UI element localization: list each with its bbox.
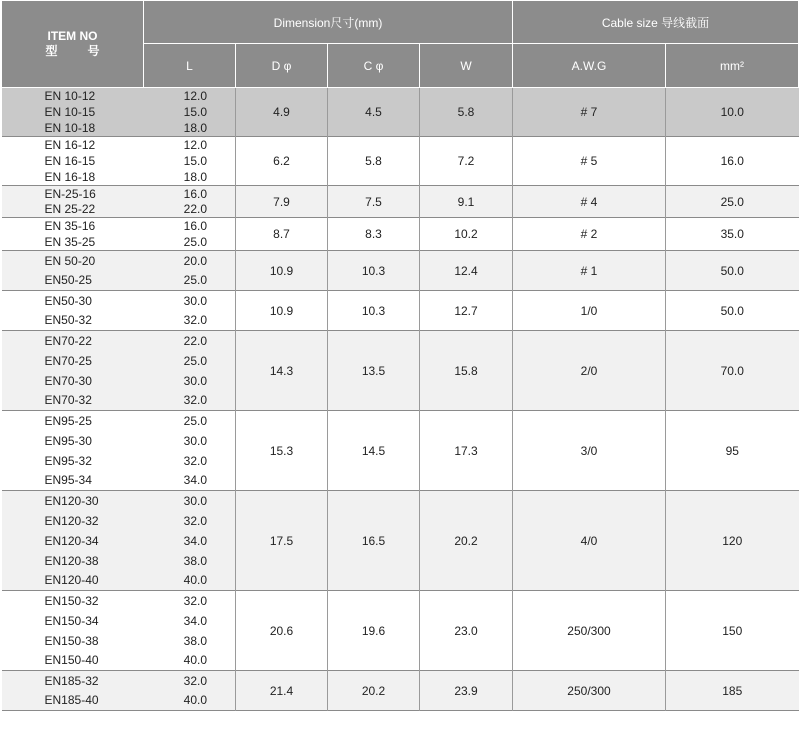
item-no-cell: EN 16-18 <box>2 169 144 186</box>
col-c-header: C φ <box>328 44 420 88</box>
mm2-cell: 185 <box>666 671 799 711</box>
w-cell: 10.2 <box>420 218 513 251</box>
length-cell: 38.0 <box>144 631 236 651</box>
mm2-cell: 10.0 <box>666 88 799 137</box>
item-no-cell: EN70-22 <box>2 331 144 351</box>
length-cell: 22.0 <box>144 202 236 218</box>
mm2-cell: 50.0 <box>666 251 799 291</box>
length-cell: 32.0 <box>144 311 236 331</box>
length-cell: 25.0 <box>144 411 236 431</box>
col-l-header: L <box>144 44 236 88</box>
c-phi-cell: 16.5 <box>328 491 420 591</box>
table-row <box>2 186 799 202</box>
item-no-cell: EN95-25 <box>2 411 144 431</box>
col-d-header: D φ <box>236 44 328 88</box>
item-no-cell: EN95-34 <box>2 471 144 491</box>
table-row <box>2 291 799 311</box>
item-no-cell: EN120-38 <box>2 551 144 571</box>
spec-table <box>1 0 799 711</box>
item-no-cell: EN120-32 <box>2 511 144 531</box>
length-cell: 25.0 <box>144 271 236 291</box>
item-no-cell: EN95-32 <box>2 451 144 471</box>
awg-cell: 2/0 <box>513 331 666 411</box>
item-no-cell: EN 25-22 <box>2 202 144 218</box>
c-phi-cell: 5.8 <box>328 137 420 186</box>
mm2-cell: 50.0 <box>666 291 799 331</box>
item-no-cell: EN 10-12 <box>2 88 144 104</box>
length-cell: 12.0 <box>144 137 236 153</box>
mm2-cell: 95 <box>666 411 799 491</box>
spec-group <box>2 331 799 411</box>
awg-cell: 250/300 <box>513 671 666 711</box>
spec-group <box>2 671 799 711</box>
table-row <box>2 137 799 153</box>
table-row <box>2 671 799 691</box>
item-no-cell: EN 10-18 <box>2 120 144 137</box>
mm2-cell: 70.0 <box>666 331 799 411</box>
length-cell: 32.0 <box>144 391 236 411</box>
item-no-cell: EN 35-16 <box>2 218 144 234</box>
mm2-cell: 120 <box>666 491 799 591</box>
length-cell: 38.0 <box>144 551 236 571</box>
length-cell: 30.0 <box>144 431 236 451</box>
length-cell: 22.0 <box>144 331 236 351</box>
item-no-cell: EN70-30 <box>2 371 144 391</box>
item-no-cell: EN150-34 <box>2 611 144 631</box>
length-cell: 30.0 <box>144 371 236 391</box>
awg-cell: # 2 <box>513 218 666 251</box>
length-cell: 32.0 <box>144 511 236 531</box>
length-cell: 32.0 <box>144 591 236 611</box>
c-phi-cell: 7.5 <box>328 186 420 218</box>
d-phi-cell: 14.3 <box>236 331 328 411</box>
item-no-cell: EN 35-25 <box>2 234 144 251</box>
awg-cell: # 1 <box>513 251 666 291</box>
w-cell: 12.7 <box>420 291 513 331</box>
c-phi-cell: 10.3 <box>328 251 420 291</box>
length-cell: 30.0 <box>144 491 236 511</box>
w-cell: 12.4 <box>420 251 513 291</box>
length-cell: 20.0 <box>144 251 236 271</box>
table-row <box>2 331 799 351</box>
d-phi-cell: 20.6 <box>236 591 328 671</box>
item-no-cell: EN120-30 <box>2 491 144 511</box>
table-row <box>2 88 799 104</box>
col-awg-header: A.W.G <box>513 44 666 88</box>
table-row <box>2 591 799 611</box>
spec-group <box>2 291 799 331</box>
length-cell: 18.0 <box>144 120 236 137</box>
item-no-cell: EN150-38 <box>2 631 144 651</box>
length-cell: 25.0 <box>144 234 236 251</box>
length-cell: 16.0 <box>144 186 236 202</box>
c-phi-cell: 10.3 <box>328 291 420 331</box>
item-no-zh-label: 型号 <box>45 44 130 58</box>
length-cell: 12.0 <box>144 88 236 104</box>
awg-cell: # 4 <box>513 186 666 218</box>
spec-group <box>2 591 799 671</box>
length-cell: 32.0 <box>144 671 236 691</box>
item-no-cell: EN 16-15 <box>2 153 144 169</box>
c-phi-cell: 8.3 <box>328 218 420 251</box>
d-phi-cell: 10.9 <box>236 291 328 331</box>
spec-group <box>2 411 799 491</box>
d-phi-cell: 7.9 <box>236 186 328 218</box>
col-mm2-header: mm² <box>666 44 799 88</box>
spec-group <box>2 88 799 137</box>
item-no-cell: EN120-34 <box>2 531 144 551</box>
mm2-cell: 16.0 <box>666 137 799 186</box>
w-cell: 23.0 <box>420 591 513 671</box>
item-no-cell: EN70-25 <box>2 351 144 371</box>
c-phi-cell: 19.6 <box>328 591 420 671</box>
d-phi-cell: 17.5 <box>236 491 328 591</box>
item-no-cell: EN70-32 <box>2 391 144 411</box>
spec-group <box>2 186 799 218</box>
spec-group <box>2 137 799 186</box>
dimension-header: Dimension尺寸(mm) <box>144 1 513 44</box>
awg-cell: # 5 <box>513 137 666 186</box>
w-cell: 20.2 <box>420 491 513 591</box>
item-no-cell: EN185-32 <box>2 671 144 691</box>
item-no-header <box>2 1 144 88</box>
length-cell: 15.0 <box>144 104 236 120</box>
table-row <box>2 411 799 431</box>
spec-group <box>2 251 799 291</box>
item-no-cell: EN 10-15 <box>2 104 144 120</box>
item-no-cell: EN150-32 <box>2 591 144 611</box>
item-no-cell: EN50-30 <box>2 291 144 311</box>
d-phi-cell: 4.9 <box>236 88 328 137</box>
w-cell: 5.8 <box>420 88 513 137</box>
awg-cell: 4/0 <box>513 491 666 591</box>
length-cell: 25.0 <box>144 351 236 371</box>
item-no-cell: EN120-40 <box>2 571 144 591</box>
length-cell: 40.0 <box>144 651 236 671</box>
item-no-cell: EN-25-16 <box>2 186 144 202</box>
w-cell: 23.9 <box>420 671 513 711</box>
w-cell: 17.3 <box>420 411 513 491</box>
length-cell: 18.0 <box>144 169 236 186</box>
length-cell: 40.0 <box>144 571 236 591</box>
table-header <box>2 1 799 88</box>
length-cell: 34.0 <box>144 531 236 551</box>
d-phi-cell: 6.2 <box>236 137 328 186</box>
w-cell: 7.2 <box>420 137 513 186</box>
item-no-cell: EN 50-20 <box>2 251 144 271</box>
d-phi-cell: 10.9 <box>236 251 328 291</box>
w-cell: 9.1 <box>420 186 513 218</box>
item-no-cell: EN185-40 <box>2 691 144 711</box>
table-row <box>2 491 799 511</box>
d-phi-cell: 21.4 <box>236 671 328 711</box>
w-cell: 15.8 <box>420 331 513 411</box>
item-no-cell: EN50-32 <box>2 311 144 331</box>
c-phi-cell: 20.2 <box>328 671 420 711</box>
length-cell: 34.0 <box>144 611 236 631</box>
cable-size-header: Cable size 导线截面 <box>513 1 799 44</box>
item-no-cell: EN95-30 <box>2 431 144 451</box>
mm2-cell: 150 <box>666 591 799 671</box>
length-cell: 40.0 <box>144 691 236 711</box>
length-cell: 16.0 <box>144 218 236 234</box>
item-no-cell: EN50-25 <box>2 271 144 291</box>
spec-group <box>2 218 799 251</box>
item-no-cell: EN 16-12 <box>2 137 144 153</box>
length-cell: 15.0 <box>144 153 236 169</box>
awg-cell: # 7 <box>513 88 666 137</box>
awg-cell: 3/0 <box>513 411 666 491</box>
table-row <box>2 218 799 234</box>
awg-cell: 250/300 <box>513 591 666 671</box>
item-no-cell: EN150-40 <box>2 651 144 671</box>
c-phi-cell: 4.5 <box>328 88 420 137</box>
item-no-label: ITEM NO <box>47 29 98 43</box>
d-phi-cell: 15.3 <box>236 411 328 491</box>
c-phi-cell: 13.5 <box>328 331 420 411</box>
length-cell: 30.0 <box>144 291 236 311</box>
d-phi-cell: 8.7 <box>236 218 328 251</box>
spec-group <box>2 491 799 591</box>
mm2-cell: 35.0 <box>666 218 799 251</box>
length-cell: 34.0 <box>144 471 236 491</box>
c-phi-cell: 14.5 <box>328 411 420 491</box>
awg-cell: 1/0 <box>513 291 666 331</box>
length-cell: 32.0 <box>144 451 236 471</box>
table-row <box>2 251 799 271</box>
mm2-cell: 25.0 <box>666 186 799 218</box>
col-w-header: W <box>420 44 513 88</box>
